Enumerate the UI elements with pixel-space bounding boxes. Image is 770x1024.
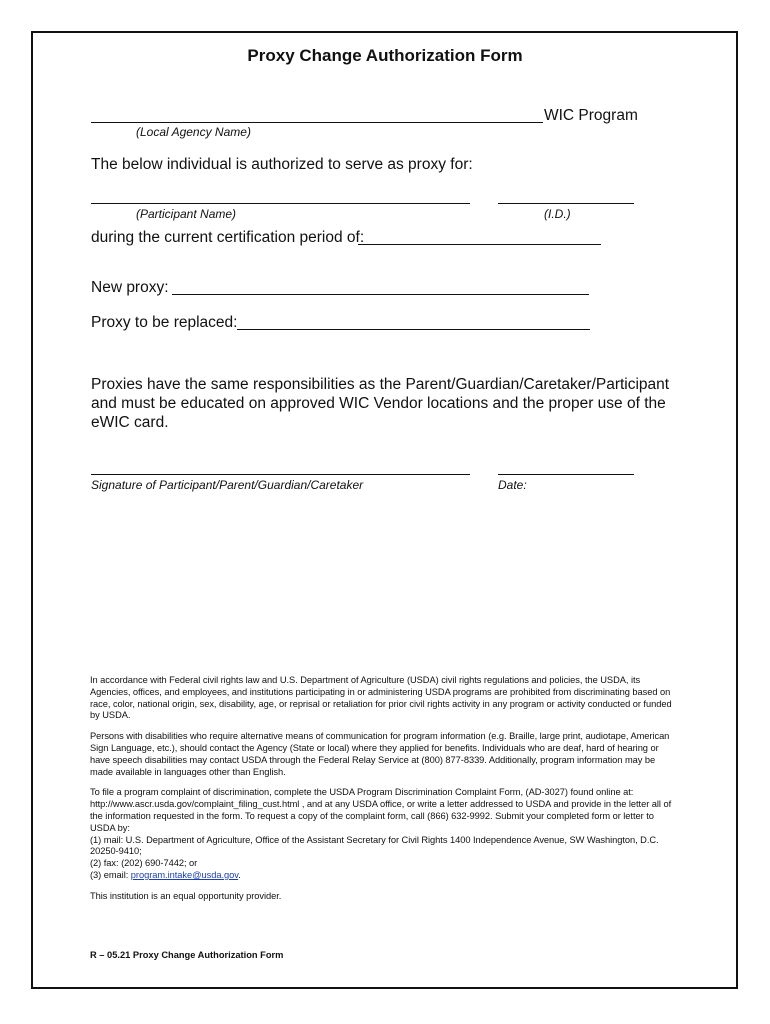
form-code-footer: R – 05.21 Proxy Change Authorization Form <box>90 950 284 960</box>
participant-caption: (Participant Name) <box>136 207 237 221</box>
local-agency-caption: (Local Agency Name) <box>136 125 251 139</box>
signature-caption: Signature of Participant/Parent/Guardian/Caretaker <box>91 478 364 492</box>
participant-name-field[interactable] <box>91 203 470 204</box>
disabilities-paragraph: Persons with disabilities who require alternative means of communication for program information (e.g. Braille, large print, audiotape, American Sign Language, etc.), should contact the Agency (State or local) where they applied for benefits. Individuals who are deaf, hard of hearing or have speech disabilities may contact USDA through the Federal Relay Service at (800) 877-8339. Additionally, program information may be made available in languages other than English. <box>90 731 670 777</box>
new-proxy-label: New proxy: <box>91 279 169 296</box>
participant-id-field[interactable] <box>498 203 634 204</box>
email-line <box>90 870 680 882</box>
wic-program-label: WIC Program <box>544 107 638 124</box>
new-proxy-field[interactable] <box>172 294 589 295</box>
equal-opportunity-statement: This institution is an equal opportunity provider. <box>90 890 282 901</box>
email-link[interactable]: program.intake@usda.gov <box>130 869 239 880</box>
certification-period-field[interactable] <box>358 244 601 245</box>
local-agency-field[interactable] <box>91 122 543 123</box>
civil-rights-paragraph: In accordance with Federal civil rights law and U.S. Department of Agriculture (USDA) civil rights regulations and policies, the USDA, its Agencies, offices, and employees, and institutions participating in or administering USDA programs are prohibited from discriminating based on race, color, national origin, sex, disability, age, or reprisal or retaliation for prior civil rights activity in any program or activity conducted or funded by USDA. <box>90 675 672 721</box>
complaint-paragraph: To file a program complaint of discrimination, complete the USDA Program Discrimination Complaint Form, (AD-3027) found online at: http://www.ascr.usda.gov/complaint_filing_cust.html , and at any USDA office, or write a letter addressed to USDA and provide in the letter all of the information requested in the form. To request a copy of the complaint form, call (866) 632-9992. Submit your completed form or letter to USDA by: <box>90 787 672 833</box>
replaced-proxy-label: Proxy to be replaced: <box>91 314 238 331</box>
signature-field[interactable] <box>91 474 470 475</box>
form-title: Proxy Change Authorization Form <box>247 46 523 65</box>
email-prefix: (3) email: <box>90 869 131 880</box>
email-suffix: . <box>238 869 241 880</box>
replaced-proxy-field[interactable] <box>237 329 590 330</box>
period-label: during the current certification period of: <box>91 229 365 246</box>
responsibility-paragraph: Proxies have the same responsibilities as the Parent/Guardian/Caretaker/Participant and must be educated on approved WIC Vendor locations and the proper use of the eWIC card. <box>91 376 670 431</box>
date-caption: Date: <box>498 478 527 492</box>
fax-line: (2) fax: (202) 690-7442; or <box>90 858 198 869</box>
id-caption: (I.D.) <box>544 207 571 221</box>
nondiscrimination-notice <box>90 675 680 903</box>
authorized-text: The below individual is authorized to serve as proxy for: <box>91 156 473 173</box>
date-field[interactable] <box>498 474 634 475</box>
mail-line: (1) mail: U.S. Department of Agriculture, Office of the Assistant Secretary for Civil Rights 1400 Independence Avenue, SW Washington, D.C. 20250-9410; <box>90 834 659 857</box>
